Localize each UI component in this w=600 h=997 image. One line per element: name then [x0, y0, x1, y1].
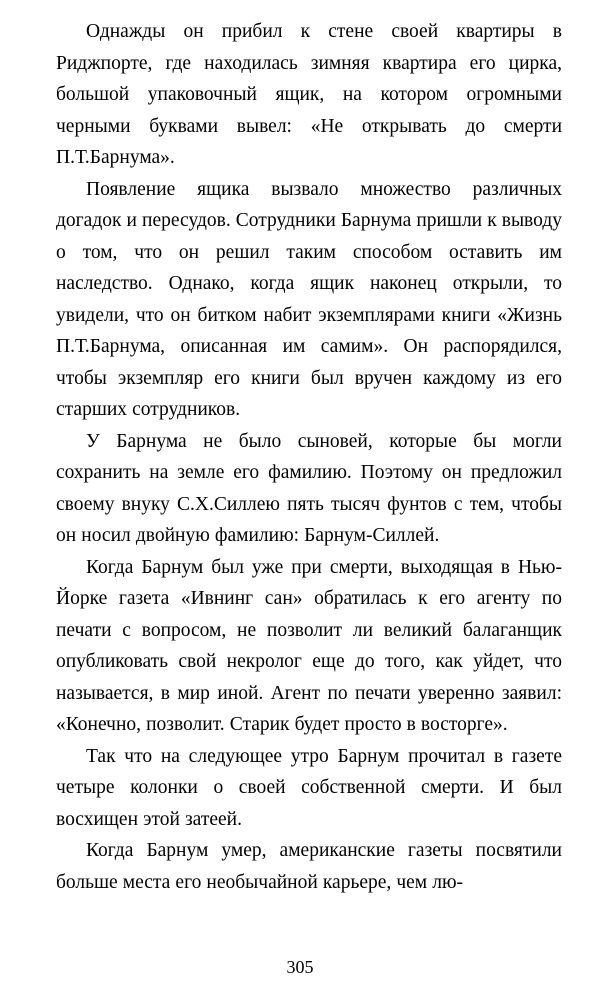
paragraph: Однажды он прибил к стене своей квартиры в Риджпорте, где находилась зимняя квартира его цирка, большой упаковочный ящик, на котором огромными черными буквами вывел: «Не открывать до смерти П.Т.Барнума».: [56, 21, 562, 168]
page-body: [56, 16, 562, 898]
paragraph: Так что на следующее утро Барнум прочитал в газете четыре колонки о своей собственной смерти. И был восхищен этой затеей.: [56, 745, 562, 830]
paragraph: У Барнума не было сыновей, которые бы могли сохранить на земле его фамилию. Поэтому он предложил своему внуку С.Х.Силлею пять тысяч фунтов с тем, чтобы он носил двойную фамилию: Барнум-Силлей.: [56, 430, 562, 546]
paragraph: Появление ящика вызвало множество различных догадок и пересудов. Сотрудники Барнума пришли к выводу о том, что он решил таким способом оставить им наследство. Однако, когда ящик наконец открыли, то увидели, что он битком набит экземплярами книги «Жизнь П.Т.Барнума, описанная им самим». Он распорядился, чтобы экземпляр его книги был вручен каждому из его старших сотрудников.: [56, 178, 562, 420]
page-number: 305: [286, 957, 314, 977]
paragraph: Когда Барнум умер, американские газеты посвятили больше места его необычайной карьере, чем лю-: [56, 840, 562, 893]
paragraph: Когда Барнум был уже при смерти, выходящая в Нью-Йорке газета «Ивнинг сан» обратилась к его агенту по печати с вопросом, не позволит ли великий балаганщик опубликовать свой некролог еще до того, как уйдет, что называется, в мир иной. Агент по печати уверенно заявил: «Конечно, позволит. Старик будет просто в восторге».: [56, 556, 562, 735]
